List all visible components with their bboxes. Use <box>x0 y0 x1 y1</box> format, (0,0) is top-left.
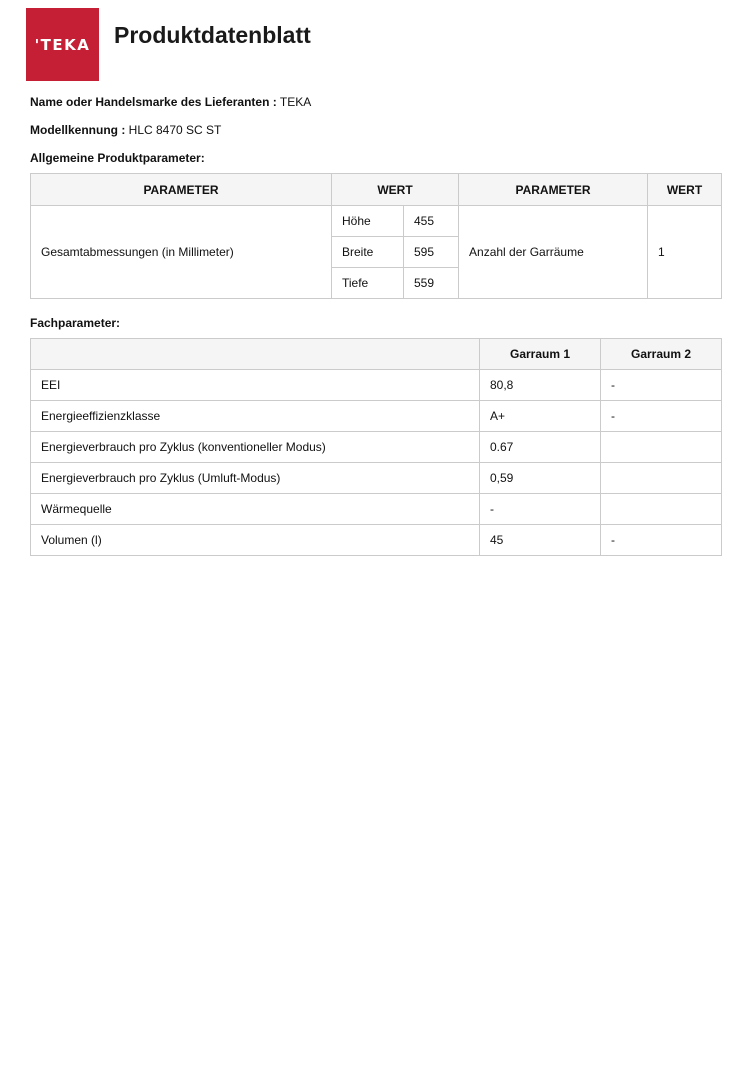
table-row <box>31 525 722 556</box>
fach-parameters-heading: Fachparameter: <box>30 316 121 330</box>
row-garraum2-value <box>601 494 722 525</box>
dimension-width-value: 595 <box>404 237 459 268</box>
supplier-line <box>30 95 721 109</box>
row-label: Energieeffizienzklasse <box>31 401 480 432</box>
row-label: Wärmequelle <box>31 494 480 525</box>
general-parameters-table <box>30 173 722 299</box>
row-garraum2-value <box>601 463 722 494</box>
row-garraum2-value <box>601 432 722 463</box>
table-row <box>31 401 722 432</box>
masthead <box>0 0 750 81</box>
row-label: Volumen (l) <box>31 525 480 556</box>
cavities-value-cell: 1 <box>648 206 722 299</box>
row-label: EEI <box>31 370 480 401</box>
table-row <box>31 494 722 525</box>
general-table-body <box>31 206 722 299</box>
cavities-label-cell: Anzahl der Garräume <box>459 206 648 299</box>
dimension-depth-value: 559 <box>404 268 459 299</box>
row-garraum1-value: 0.67 <box>480 432 601 463</box>
supplier-label: Name oder Handelsmarke des Lieferanten : <box>30 95 277 109</box>
row-label: Energieverbrauch pro Zyklus (konventioneller Modus) <box>31 432 480 463</box>
teka-logo-text: 'TEKA <box>34 35 91 54</box>
row-garraum1-value: A+ <box>480 401 601 432</box>
dimension-width-label: Breite <box>332 237 404 268</box>
table-row <box>31 432 722 463</box>
fach-col-empty <box>31 339 480 370</box>
general-col-wert-2: WERT <box>648 174 722 206</box>
general-col-wert-1: WERT <box>332 174 459 206</box>
fach-col-garraum-1: Garraum 1 <box>480 339 601 370</box>
content <box>0 81 750 556</box>
model-line <box>30 123 721 137</box>
fach-table-body <box>31 370 722 556</box>
row-garraum1-value: 80,8 <box>480 370 601 401</box>
row-garraum2-value: - <box>601 525 722 556</box>
row-label: Energieverbrauch pro Zyklus (Umluft-Modus) <box>31 463 480 494</box>
dimension-depth-label: Tiefe <box>332 268 404 299</box>
table-row <box>31 463 722 494</box>
model-value: HLC 8470 SC ST <box>128 123 222 137</box>
fach-col-garraum-2: Garraum 2 <box>601 339 722 370</box>
model-label: Modellkennung : <box>30 123 126 137</box>
table-row <box>31 206 722 237</box>
row-garraum1-value: - <box>480 494 601 525</box>
supplier-value: TEKA <box>279 95 312 109</box>
row-garraum1-value: 45 <box>480 525 601 556</box>
fach-table-header <box>31 339 722 370</box>
fach-header-row <box>31 339 722 370</box>
dimension-height-label: Höhe <box>332 206 404 237</box>
general-col-parameter-1: PARAMETER <box>31 174 332 206</box>
general-header-row <box>31 174 722 206</box>
dimensions-label-cell: Gesamtabmessungen (in Millimeter) <box>31 206 332 299</box>
general-col-parameter-2: PARAMETER <box>459 174 648 206</box>
table-row <box>31 370 722 401</box>
row-garraum2-value: - <box>601 370 722 401</box>
row-garraum1-value: 0,59 <box>480 463 601 494</box>
row-garraum2-value: - <box>601 401 722 432</box>
dimension-height-value: 455 <box>404 206 459 237</box>
general-parameters-heading: Allgemeine Produktparameter: <box>30 151 205 165</box>
page-title: Produktdatenblatt <box>114 22 311 48</box>
fach-parameters-table <box>30 338 722 556</box>
teka-logo <box>26 8 99 81</box>
general-table-header <box>31 174 722 206</box>
